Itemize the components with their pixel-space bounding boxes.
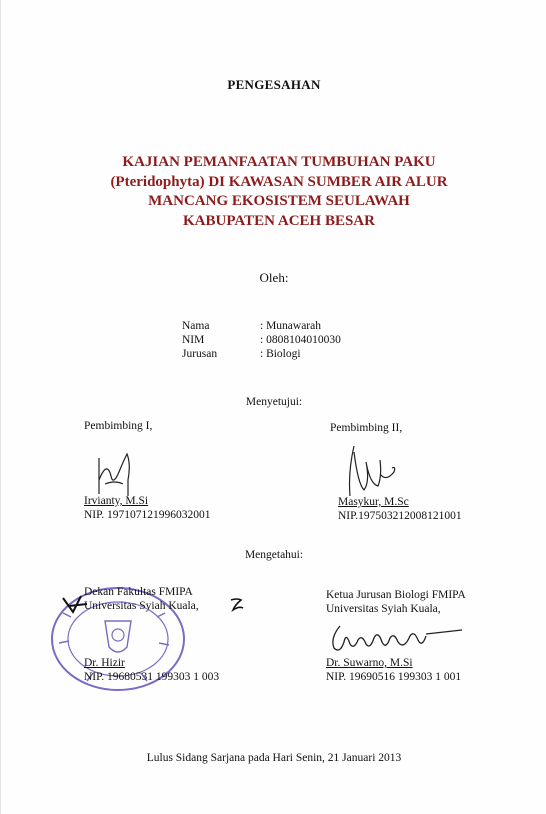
by-label: Oleh: [259, 270, 289, 285]
graduation-note: Lulus Sidang Sarjana pada Hari Senin, 21 Januari 2013 [146, 752, 402, 764]
title-line-1: KAJIAN PEMANFAATAN TUMBUHAN PAKU [122, 154, 436, 170]
student-major-value: : Biologi [260, 348, 301, 360]
head-signature [326, 620, 466, 654]
page-heading: PENGESAHAN [227, 77, 321, 92]
head-institution: Universitas Syiah Kuala, [326, 603, 441, 615]
dean-institution: Universitas Syiah Kuala, [84, 600, 199, 612]
student-name-label: Nama [182, 320, 210, 332]
thesis-title [61, 153, 497, 231]
supervisor2-signature [336, 432, 406, 502]
student-major-row [182, 348, 301, 362]
head-nip: NIP. 19690516 199303 1 001 [326, 671, 462, 683]
head-role: Ketua Jurusan Biologi FMIPA [326, 589, 466, 601]
dean-initial-mark [59, 592, 93, 616]
dean-check-mark [229, 596, 245, 612]
student-name-row [182, 320, 321, 334]
supervisor1-role: Pembimbing I, [84, 420, 153, 432]
student-major-label: Jurusan [182, 348, 218, 360]
supervisor2-name: Masykur, M.Sc [338, 496, 409, 508]
supervisor1-signature [93, 450, 143, 498]
supervisor2-role: Pembimbing II, [330, 422, 403, 434]
supervisor1-name: Irvianty, M.Si [84, 495, 149, 507]
supervisor1-nip: NIP. 197107121996032001 [84, 509, 211, 521]
dean-name: Dr. Hizir [84, 657, 125, 669]
title-line-2: (Pteridophyta) DI KAWASAN SUMBER AIR ALUR [110, 173, 448, 190]
student-nim-label: NIM [182, 334, 205, 346]
student-nim-value: : 0808104010030 [260, 334, 341, 346]
dean-nip: NIP. 19680531 199303 1 003 [84, 671, 220, 683]
title-line-3: MANCANG EKOSISTEM SEULAWAH [148, 193, 410, 209]
acknowledged-by-label: Mengetahui: [244, 549, 304, 561]
student-name-value: : Munawarah [260, 320, 321, 332]
approved-by-label: Menyetujui: [245, 396, 303, 408]
supervisor2-nip: NIP.197503212008121001 [338, 510, 462, 522]
dean-role: Dekan Fakultas FMIPA [84, 586, 193, 598]
student-nim-row [182, 334, 341, 348]
title-line-4: KABUPATEN ACEH BESAR [183, 212, 375, 229]
head-name: Dr. Suwarno, M.Si [326, 657, 413, 669]
